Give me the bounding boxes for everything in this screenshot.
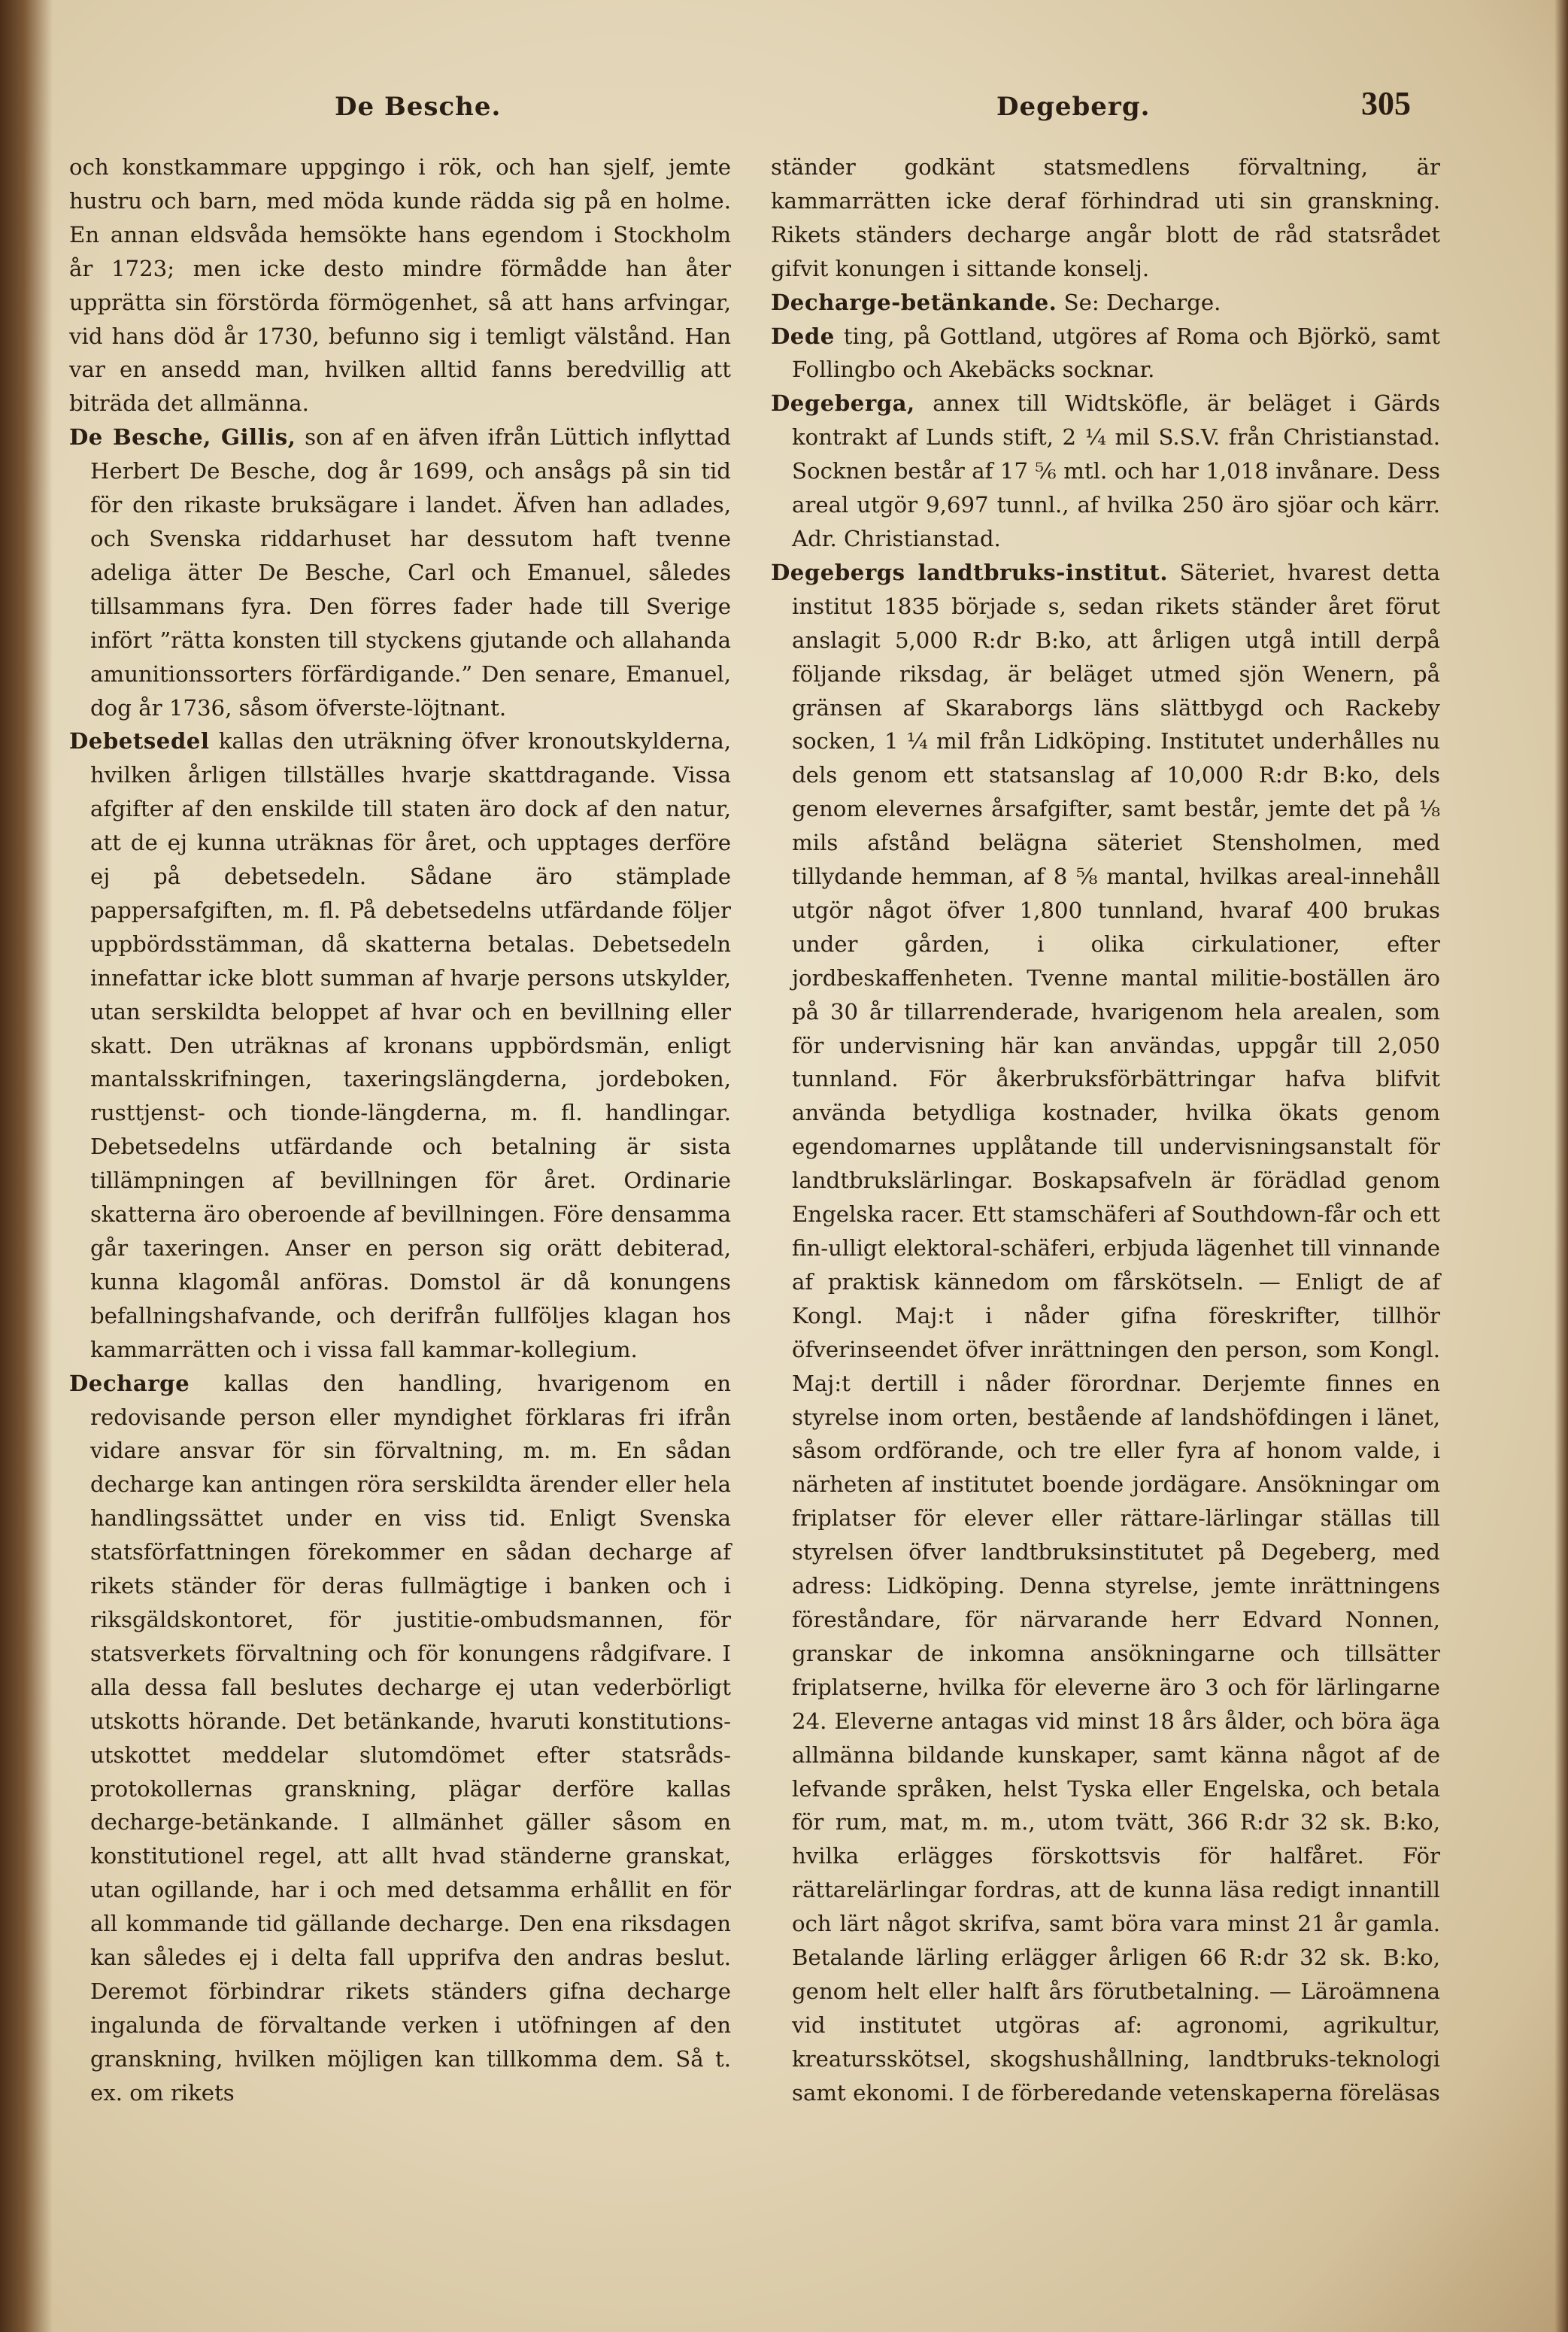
entry-text: annex till Widtsköfle, är beläget i Gärds kontrakt af Lunds stift, 2 ¼ mil S.S.V. från Christianstad. Socknen består af 17 ⅚ mtl. och har 1,018 invånare. Dess areal utgör 9,697 tunnl., af hvilka 250 äro sjöar och kärr. Adr. Christianstad. — [792, 390, 1440, 551]
entry-degeberga — [771, 387, 1440, 556]
entry-headword: Decharge — [69, 1370, 190, 1396]
entry-headword: Degebergs landtbruks-institut. — [771, 559, 1169, 585]
page-number: 305 — [1361, 85, 1411, 122]
entry-headword: De Besche, Gillis, — [69, 424, 296, 451]
entry-text: ständer godkänt statsmedlens förvaltning, är kammarrätten icke deraf förhindrad uti sin granskning. Rikets ständers decharge angår blott de råd statsrådet gifvit konungen i sittande konselj. — [771, 154, 1440, 281]
running-header — [64, 85, 1485, 137]
entry-dede — [771, 320, 1440, 387]
entry-continuation — [69, 150, 731, 421]
entry-continuation — [771, 150, 1440, 286]
entry-headword: Debetsedel — [69, 728, 210, 755]
entry-text: son af en äfven ifrån Lüttich inflyttad Herbert De Besche, dog år 1699, och ansågs på sin tid för den rikaste bruksägare i landet. Äfven han adlades, och Svenska riddarhuset har dessutom haft tvenne adeliga ätter De Besche, Carl och Emanuel, således tillsammans fyra. Den förres fader hade till Sverige infört ”rätta konsten till styckens gjutande och allahanda amunitionssorters förfärdigande.” Den senare, Emanuel, dog år 1736, såsom öfverste-löjtnant. — [90, 424, 731, 721]
left-column — [69, 150, 731, 2110]
left-running-title: De Besche. — [335, 92, 502, 122]
entry-debetsedel — [69, 724, 731, 1366]
entry-headword: Decharge-betänkande. — [771, 289, 1057, 315]
right-column — [771, 150, 1440, 2110]
page-edge-shadow — [1554, 0, 1568, 2332]
entry-text: Se: Decharge. — [1063, 289, 1221, 315]
page-gutter-shadow — [0, 0, 53, 2332]
entry-text: Säteriet, hvarest detta institut 1835 började s, sedan rikets ständer året förut anslagit 5,000 R:dr B:ko, att årligen utgå intill derpå följande riksdag, är beläget utmed sjön Wenern, på gränsen af Skaraborgs läns slättbygd och Rackeby socken, 1 ¼ mil från Lidköping. Institutet underhålles nu dels genom ett statsanslag af 10,000 R:dr B:ko, dels genom elevernes årsafgifter, samt består, jemte det på ⅛ mils afstånd belägna säteriet Stensholmen, med tillydande hemman, af 8 ⅝ mantal, hvilkas areal-innehåll utgör något öfver 1,800 tunnland, hvaraf 400 brukas under gården, i olika cirkulationer, efter jordbeskaffenheten. Tvenne mantal militie-boställen äro på 30 år tillarrenderade, hvarigenom hela arealen, som för undervisning här kan användas, uppgår till 2,050 tunnland. För åkerbruksförbättringar hafva blifvit använda betydliga kostnader, hvilka ökats genom egendomarnes upplåtande till undervisningsanstalt för landtbrukslärlingar. Boskapsafveln är förädlad genom Engelska racer. Ett stamschäferi af Southdown-får och ett fin-ulligt elektoral-schäferi, erbjuda lägenhet till vinnande af praktisk kännedom om fårskötseln. — Enligt de af Kongl. Maj:t i nåder gifna föreskrifter, tillhör öfverinseendet öfver inrättningen den person, som Kongl. Maj:t dertill i nåder förordnar. Derjemte finnes en styrelse inom orten, bestående af landshöfdingen i länet, såsom ordförande, och tre eller fyra af honom valde, i närheten af institutet boende jordägare. Ansökningar om friplatser för elever eller rättare-lärlingar ställas till styrelsen öfver landtbruksinstitutet på Degeberg, med adress: Lidköping. Denna styrelse, jemte inrättningens föreståndare, för närvarande herr Edvard Nonnen, granskar de inkomna ansökningarne och tillsätter friplatserne, hvilka för eleverne äro 3 och för lärlingarne 24. Eleverne antagas vid minst 18 års ålder, och böra äga allmänna bildande kunskaper, samt känna något af de lefvande språken, helst Tyska eller Engelska, och betala för rum, mat, m. m., utom tvätt, 366 R:dr 32 sk. B:ko, hvilka erlägges förskottsvis för halfåret. För rättarelärlingar fordras, att de kunna läsa redigt innantill och lärt något skrifva, samt böra vara minst 21 år gamla. Betalande lärling erlägger årligen 66 R:dr 32 sk. B:ko, genom helt eller halft års förutbetalning. — Läroämnena vid institutet utgöras af: agronomi, agrikultur, kreatursskötsel, skogshushållning, landtbruks-teknologi samt ekonomi. I de förberedande vetenskaperna föreläsas — [792, 559, 1440, 2106]
entry-headword: Dede — [771, 323, 835, 349]
entry-degebergs-landtbruks-institut — [771, 556, 1440, 2110]
right-running-title: Degeberg. — [996, 92, 1151, 122]
entry-text: kallas den uträkning öfver kronoutskylderna, hvilken årligen tillställes hvarje skattdragande. Vissa afgifter af den enskilde till staten äro dock af den natur, att de ej kunna uträknas för året, och upptages derföre ej på debetsedeln. Sådane äro stämplade pappersafgiften, m. fl. På debetsedelns utfärdande följer uppbördsstämman, då skatterna betalas. Debetsedeln innefattar icke blott summan af hvarje persons utskylder, utan serskildta beloppet af hvar och en bevillning eller skatt. Den uträknas af kronans uppbördsmän, enligt mantalsskrifningen, taxeringslängderna, jordeboken, rusttjenst- och tionde-längderna, m. fl. handlingar. Debetsedelns utfärdande och betalning är sista tillämpningen af bevillningen för året. Ordinarie skatterna äro oberoende af bevillningen. Före densamma går taxeringen. Anser en person sig orätt debiterad, kunna klagomål anföras. Domstol är då konungens befallningshafvande, och derifrån fullföljes klagan hos kammarrätten och i vissa fall kammar-kollegium. — [90, 728, 732, 1362]
entry-decharge-betankande — [771, 286, 1440, 320]
entry-text: ting, på Gottland, utgöres af Roma och Björkö, samt Follingbo och Akebäcks socknar. — [792, 323, 1441, 383]
entry-decharge — [69, 1367, 731, 2110]
entry-headword: Degeberga, — [771, 390, 915, 417]
entry-text: och konstkammare uppgingo i rök, och han sjelf, jemte hustru och barn, med möda kunde rädda sig på en holme. En annan eldsvåda hemsökte hans egendom i Stockholm år 1723; men icke desto mindre förmådde han åter upprätta sin förstörda förmögenhet, så att hans arfvingar, vid hans död år 1730, befunno sig i temligt välstånd. Han var en ansedd man, hvilken alltid fanns beredvillig att biträda det allmänna. — [69, 154, 731, 417]
entry-text: kallas den handling, hvarigenom en redovisande person eller myndighet förklaras fri ifrån vidare ansvar för sin förvaltning, m. m. En sådan decharge kan antingen röra serskildta ärender eller hela handlingssättet under en viss tid. Enligt Svenska statsförfattningen förekommer en sådan decharge af rikets ständer för deras fullmägtige i banken och i riksgäldskontoret, för justitie-ombudsmannen, för statsverkets förvaltning och för konungens rådgifvare. I alla dessa fall beslutes decharge ej utan vederbörligt utskotts hörande. Det betänkande, hvaruti konstitutions-utskottet meddelar slutomdömet efter statsråds-protokollernas granskning, plägar derföre kallas decharge-betänkande. I allmänhet gäller såsom en konstitutionel regel, att allt hvad ständerne granskat, utan ogillande, har i och med detsamma erhållit en för all kommande tid gällande decharge. Den ena riksdagen kan således ej i delta fall upprifva den andras beslut. Deremot förbindrar rikets ständers gifna decharge ingalunda de förvaltande verken i utöfningen af den granskning, hvilken möjligen kan tillkomma dem. Så t. ex. om rikets — [90, 1370, 731, 2106]
entry-de-besche-gillis — [69, 421, 731, 724]
